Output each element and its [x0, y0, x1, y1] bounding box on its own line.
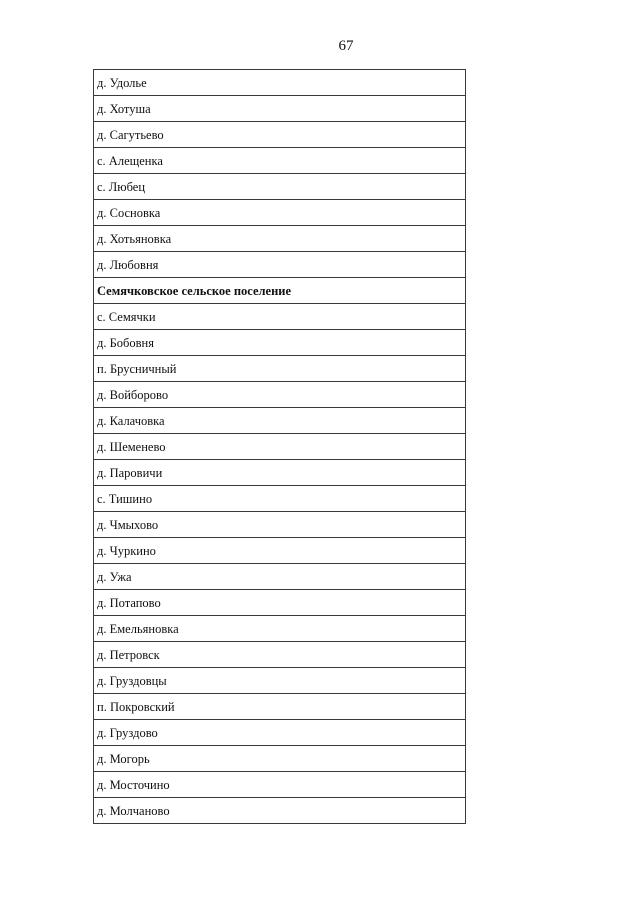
settlement-name-cell: д. Калачовка [94, 408, 466, 434]
table-row [94, 460, 466, 486]
settlement-name-cell: д. Потапово [94, 590, 466, 616]
table-row [94, 148, 466, 174]
table-row [94, 746, 466, 772]
settlement-name-cell: д. Любовня [94, 252, 466, 278]
settlements-table-body [94, 70, 466, 824]
page-number: 67 [338, 38, 354, 54]
settlement-name-cell: д. Могорь [94, 746, 466, 772]
table-row [94, 798, 466, 824]
settlements-table [93, 69, 466, 824]
table-row [94, 382, 466, 408]
table-row [94, 200, 466, 226]
settlement-name-cell: д. Хотуша [94, 96, 466, 122]
table-row [94, 252, 466, 278]
table-row [94, 772, 466, 798]
table-row [94, 668, 466, 694]
table-row [94, 408, 466, 434]
settlement-name-cell: д. Войборово [94, 382, 466, 408]
table-row [94, 616, 466, 642]
settlement-name-cell: п. Брусничный [94, 356, 466, 382]
table-row [94, 694, 466, 720]
settlement-name-cell: д. Груздово [94, 720, 466, 746]
table-row [94, 512, 466, 538]
settlement-name-cell: д. Шеменево [94, 434, 466, 460]
settlement-name-cell: д. Чмыхово [94, 512, 466, 538]
settlement-name-cell: д. Емельяновка [94, 616, 466, 642]
settlement-name-cell: д. Молчаново [94, 798, 466, 824]
settlement-name-cell: д. Хотьяновка [94, 226, 466, 252]
settlement-name-cell: д. Груздовцы [94, 668, 466, 694]
settlement-name-cell: д. Ужа [94, 564, 466, 590]
table-row [94, 486, 466, 512]
settlement-name-cell: д. Бобовня [94, 330, 466, 356]
settlement-name-cell: д. Чуркино [94, 538, 466, 564]
settlement-name-cell: с. Семячки [94, 304, 466, 330]
table-row [94, 356, 466, 382]
table-row [94, 590, 466, 616]
settlement-name-cell: п. Покровский [94, 694, 466, 720]
table-row [94, 122, 466, 148]
settlement-name-cell: с. Тишино [94, 486, 466, 512]
settlement-name-cell: д. Петровск [94, 642, 466, 668]
table-row [94, 434, 466, 460]
settlement-name-cell: д. Сосновка [94, 200, 466, 226]
table-row [94, 70, 466, 96]
table-row [94, 538, 466, 564]
table-row [94, 564, 466, 590]
table-row [94, 304, 466, 330]
settlement-name-cell: д. Мосточино [94, 772, 466, 798]
settlement-name-cell: д. Удолье [94, 70, 466, 96]
settlement-name-cell: д. Сагутьево [94, 122, 466, 148]
table-row [94, 720, 466, 746]
table-row [94, 174, 466, 200]
settlement-name-cell: с. Алещенка [94, 148, 466, 174]
settlement-name-cell: д. Паровичи [94, 460, 466, 486]
section-header-row [94, 278, 466, 304]
table-row [94, 226, 466, 252]
table-row [94, 96, 466, 122]
table-row [94, 330, 466, 356]
section-title-cell: Семячковское сельское поселение [94, 278, 466, 304]
settlement-name-cell: с. Любец [94, 174, 466, 200]
table-row [94, 642, 466, 668]
